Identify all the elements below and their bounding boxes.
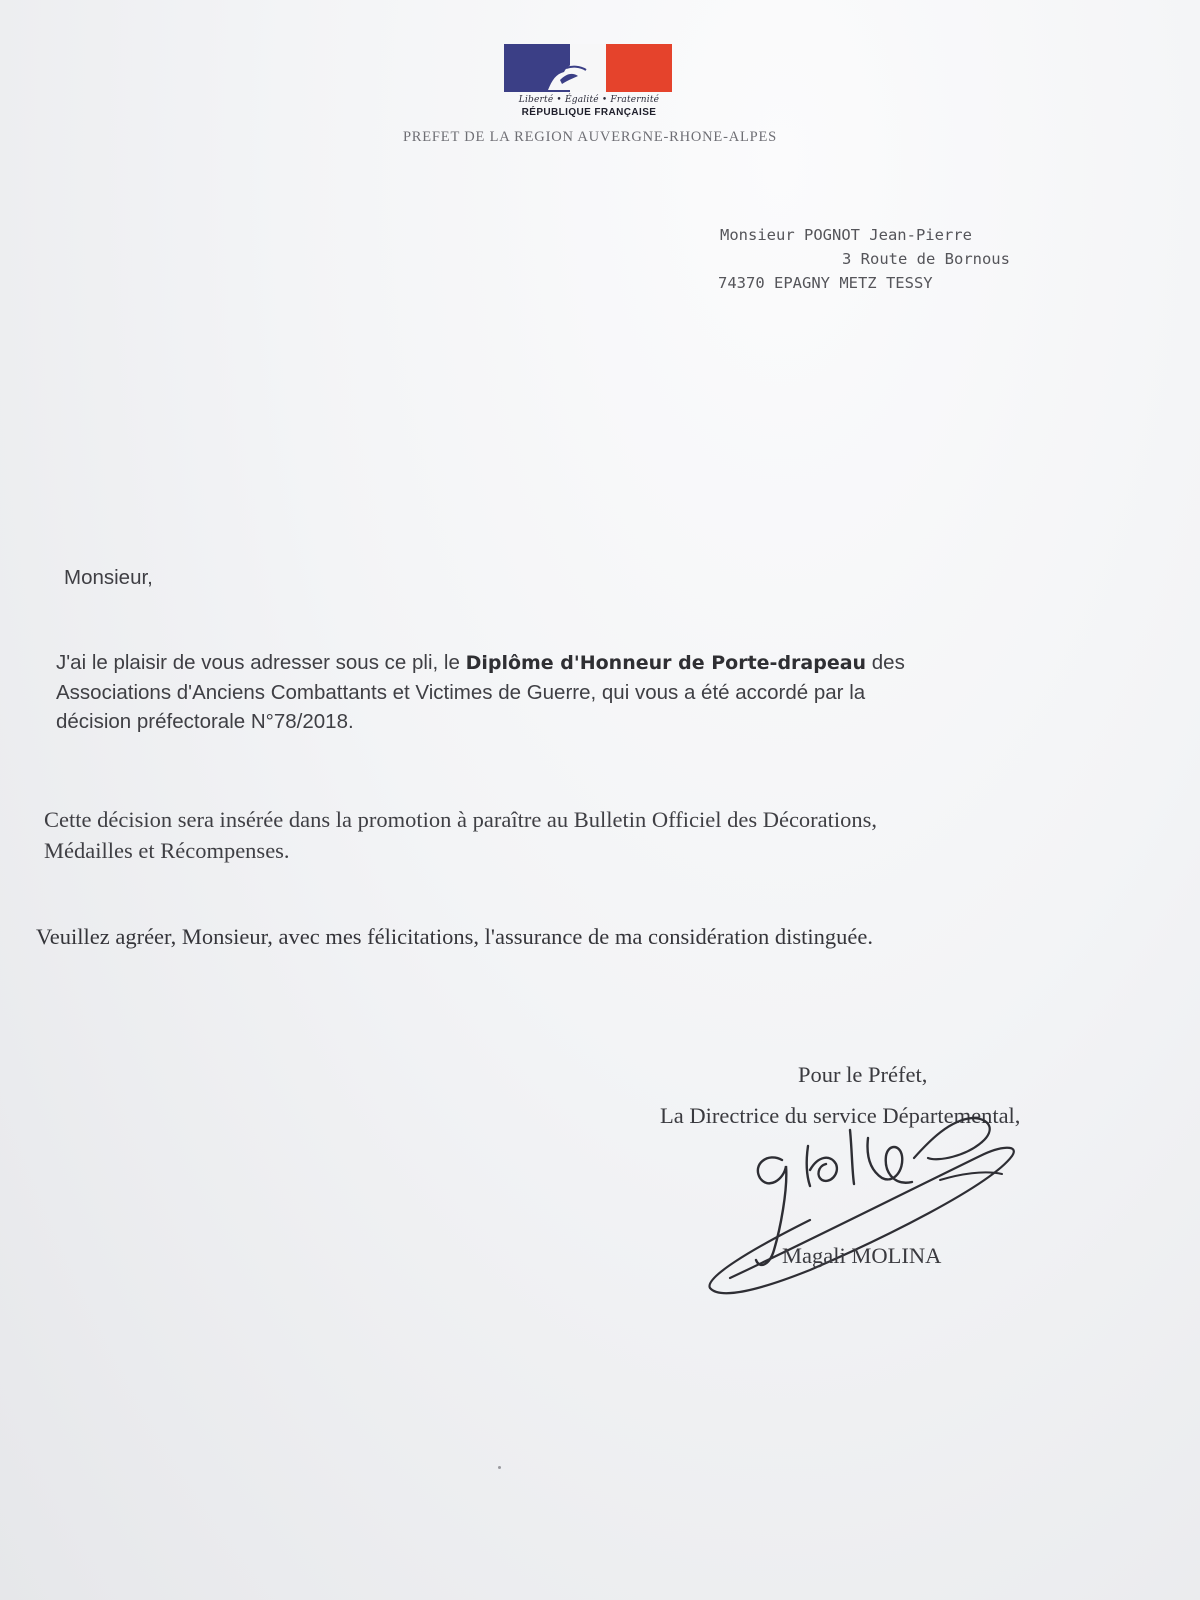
recipient-name: Monsieur POGNOT Jean-Pierre xyxy=(720,226,972,244)
p1-line1-end: des xyxy=(866,651,905,674)
logo-motto: Liberté • Égalité • Fraternité xyxy=(518,95,660,105)
signature-pour-le-prefet: Pour le Préfet, xyxy=(798,1062,928,1087)
recipient-address xyxy=(718,223,1058,295)
paragraph-bulletin xyxy=(44,804,877,866)
paragraph-bulletin-line-2: Médailles et Récompenses. xyxy=(44,838,290,863)
logo-republique-francaise: RÉPUBLIQUE FRANÇAISE xyxy=(521,107,657,118)
signature-title: La Directrice du service Départemental, xyxy=(660,1103,1021,1128)
recipient-street: 3 Route de Bornous xyxy=(842,250,1010,268)
closing-formula: Veuillez agréer, Monsieur, avec mes félicitations, l'assurance de ma considération distinguée. xyxy=(36,924,873,949)
diplome-title: Diplôme d'Honneur de Porte-drapeau xyxy=(465,652,867,674)
handwritten-signature xyxy=(690,1100,1050,1330)
paragraph-bulletin-line-1: Cette décision sera insérée dans la promotion à paraître au Bulletin Officiel des Décorations, xyxy=(44,807,878,832)
republique-francaise-logo xyxy=(504,44,674,126)
paragraph-diplome xyxy=(56,648,905,736)
salutation: Monsieur, xyxy=(64,566,153,589)
paragraph-diplome-line-3: décision préfectorale N°78/2018. xyxy=(56,710,354,733)
signatory-name: Magali MOLINA xyxy=(782,1243,942,1268)
recipient-city: 74370 EPAGNY METZ TESSY xyxy=(718,274,933,292)
p1-line1-start: J'ai le plaisir de vous adresser sous ce pli, le xyxy=(56,651,466,674)
marianne-profile-icon xyxy=(542,50,622,92)
paragraph-diplome-line-1 xyxy=(56,648,905,678)
prefet-region-heading: PREFET DE LA REGION AUVERGNE-RHONE-ALPES xyxy=(402,129,778,145)
paper-speck xyxy=(498,1466,501,1469)
paragraph-diplome-line-2: Associations d'Anciens Combattants et Victimes de Guerre, qui vous a été accordé par la xyxy=(56,681,866,704)
